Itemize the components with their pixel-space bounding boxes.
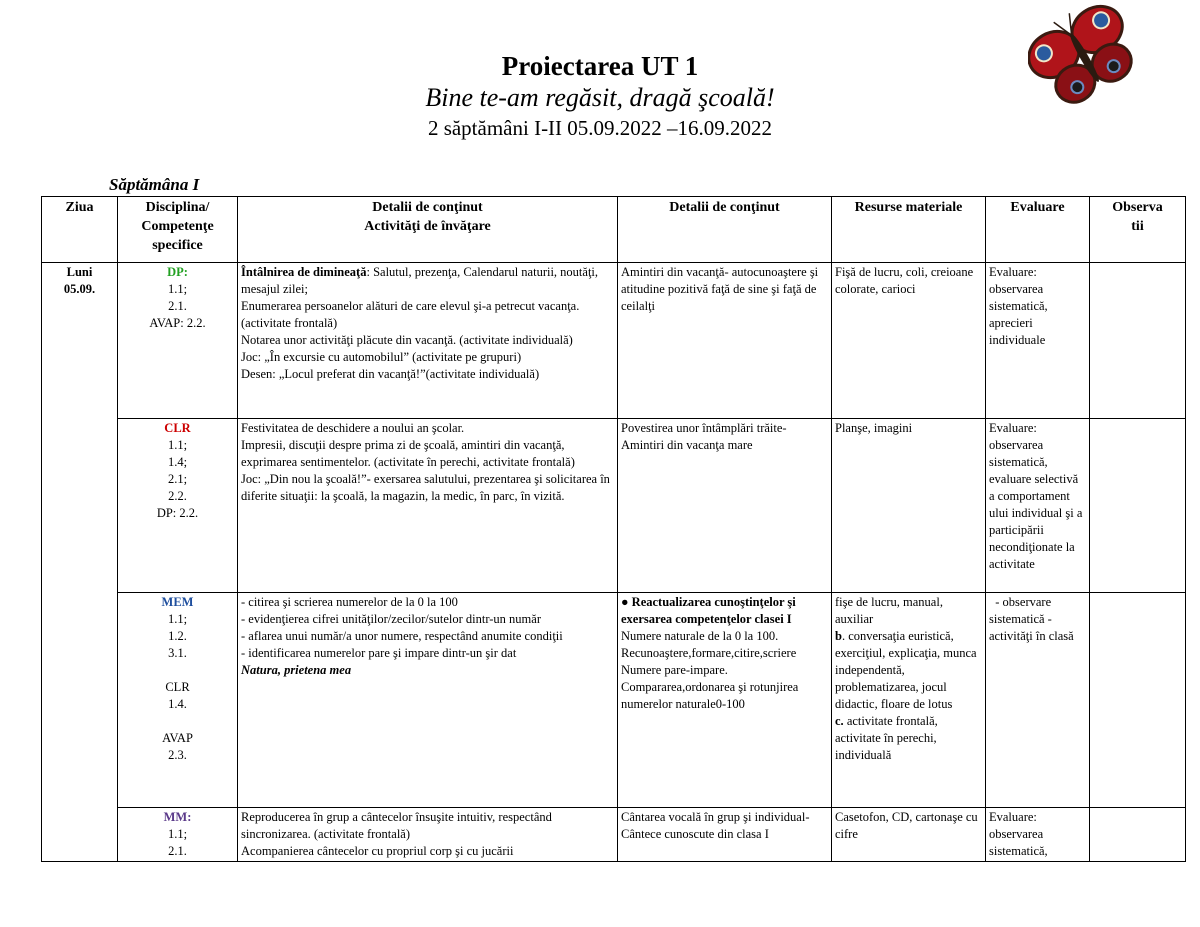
content-details-cell: Amintiri din vacanţă- autocunoaştere şi atitudine pozitivă faţă de sine şi faţă de ceilalţi <box>618 263 832 419</box>
day-cell <box>42 808 118 862</box>
discipline-name: CLR <box>164 421 191 435</box>
table-row <box>42 263 1186 419</box>
document-dates: 2 săptămâni I-II 05.09.2022 –16.09.2022 <box>427 116 773 140</box>
content-details-cell: ● Reactualizarea cunoştinţelor şi exersarea competenţelor clasei I Numere naturale de la 0 la 100. Recunoaştere,formare,citire,scriere Numere pare-impare. Compararea,ordonarea şi rotunjirea numerelor naturale0-100 <box>618 593 832 808</box>
document-header <box>0 50 1200 142</box>
col-disciplina: Disciplina/ Competenţe specifice <box>118 197 238 263</box>
activities-cell: - citirea şi scrierea numerelor de la 0 la 100 - evidenţierea cifrei unităţilor/zecilor/sutelor dintr-un număr - aflarea unui număr/a unor numere, respectând anumite condiţii - identificarea numerelor pare şi impare dintr-un şir dat Natura, prietena mea <box>238 593 618 808</box>
day-cell: Luni 05.09. <box>42 263 118 419</box>
col-observatii: Observa tii <box>1090 197 1186 263</box>
col-resurse: Resurse materiale <box>832 197 986 263</box>
observations-cell <box>1090 593 1186 808</box>
content-details-cell: Povestirea unor întâmplări trăite- Amintiri din vacanţa mare <box>618 419 832 593</box>
evaluation-cell: Evaluare: observarea sistematică, evaluare selectivă a comportament ului individual şi a participării necondiţionate la activitate <box>986 419 1090 593</box>
discipline-cell: CLR 1.1; 1.4; 2.1; 2.2. DP: 2.2. <box>118 419 238 593</box>
evaluation-cell: - observare sistematică - activităţi în clasă <box>986 593 1090 808</box>
resources-cell: Fişă de lucru, coli, creioane colorate, carioci <box>832 263 986 419</box>
col-detalii-activitati: Detalii de conţinut Activităţi de învăţare <box>238 197 618 263</box>
discipline-name: DP: <box>167 265 188 279</box>
discipline-cell: MM: 1.1; 2.1. <box>118 808 238 862</box>
content-details-cell: Cântarea vocală în grup şi individual- Cântece cunoscute din clasa I <box>618 808 832 862</box>
day-cell <box>42 593 118 808</box>
discipline-name: MEM <box>161 595 194 609</box>
day-cell <box>42 419 118 593</box>
discipline-name: MM: <box>163 810 192 824</box>
activities-cell: Reproducerea în grup a cântecelor însuşite intuitiv, respectând sincronizarea. (activitate frontală) Acompanierea cântecelor cu propriul corp şi cu jucării <box>238 808 618 862</box>
evaluation-cell: Evaluare: observarea sistematică, aprecieri individuale <box>986 263 1090 419</box>
resources-cell: fişe de lucru, manual, auxiliar b. conversaţia euristică, exerciţiul, explicaţia, munca independentă, problematizarea, jocul didactic, floare de lotus c. activitate frontală, activitate în perechi, individuală <box>832 593 986 808</box>
butterfly-icon <box>1028 0 1138 110</box>
table-row <box>42 419 1186 593</box>
table-row <box>42 593 1186 808</box>
col-evaluare: Evaluare <box>986 197 1090 263</box>
document-subtitle: Bine te-am regăsit, dragă şcoală! <box>425 83 775 112</box>
week-label: Săptămâna I <box>109 175 200 194</box>
table-header-row <box>42 197 1186 263</box>
col-ziua: Ziua <box>42 197 118 263</box>
evaluation-cell: Evaluare: observarea sistematică, <box>986 808 1090 862</box>
resources-cell: Casetofon, CD, cartonaşe cu cifre <box>832 808 986 862</box>
activities-cell: Întâlnirea de dimineaţă: Salutul, prezenţa, Calendarul naturii, noutăţi, mesajul zilei; Enumerarea persoanelor alături de care elevul şi-a petrecut vacanţa. (activitate frontală) Notarea unor activităţi plăcute din vacanţă. (activitate individuală) Joc: „În excursie cu automobilul” (activitate pe grupuri) Desen: „Locul preferat din vacanţă!”(activitate individuală) <box>238 263 618 419</box>
activities-cell: Festivitatea de deschidere a noului an şcolar. Impresii, discuţii despre prima zi de şcoală, amintiri din vacanţă, exprimarea sentimentelor. (activitate în perechi, activitate frontală) Joc: „Din nou la şcoală!”- exersarea salutului, prezentarea şi solicitarea în diferite situaţii: la şcoală, la magazin, la medic, în parc, în vizită. <box>238 419 618 593</box>
document-title: Proiectarea UT 1 <box>501 51 699 81</box>
discipline-cell: MEM 1.1; 1.2. 3.1. CLR 1.4. AVAP 2.3. <box>118 593 238 808</box>
table-row <box>42 808 1186 862</box>
resources-cell: Planşe, imagini <box>832 419 986 593</box>
observations-cell <box>1090 808 1186 862</box>
observations-cell <box>1090 419 1186 593</box>
lesson-plan-table <box>41 196 1186 862</box>
col-detalii-continut: Detalii de conţinut <box>618 197 832 263</box>
observations-cell <box>1090 263 1186 419</box>
discipline-cell: DP: 1.1; 2.1. AVAP: 2.2. <box>118 263 238 419</box>
